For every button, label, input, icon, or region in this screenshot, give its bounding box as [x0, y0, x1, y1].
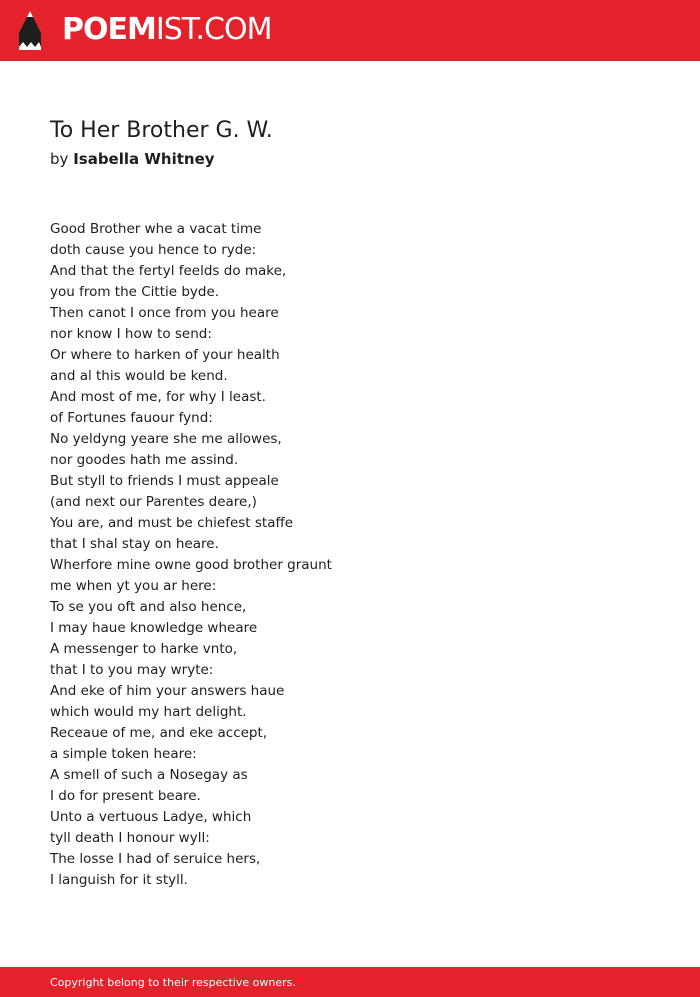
poem-line: that I shal stay on heare.: [50, 536, 219, 552]
byline-label: by: [50, 150, 69, 168]
poem-line: of Fortunes fauour fynd:: [50, 410, 213, 426]
poem-line: The losse I had of seruice hers,: [50, 851, 261, 867]
logo-light-part: IST.COM: [155, 12, 272, 47]
poem-line: which would my hart delight.: [50, 704, 247, 720]
poem-line: doth cause you hence to ryde:: [50, 242, 257, 258]
poem-line: Wherfore mine owne good brother graunt: [50, 557, 332, 573]
poem-line: and al this would be kend.: [50, 368, 228, 384]
pencil-icon[interactable]: [16, 9, 44, 51]
poem-line: I may haue knowledge wheare: [50, 620, 258, 636]
site-footer: [0, 967, 700, 997]
poem-line: nor know I how to send:: [50, 326, 212, 342]
poem-line: me when yt you ar here:: [50, 578, 217, 594]
poem-line: Receaue of me, and eke accept,: [50, 725, 268, 741]
poem-line: No yeldyng yeare she me allowes,: [50, 431, 282, 447]
poem-line: I do for present beare.: [50, 788, 201, 804]
poem-line: you from the Cittie byde.: [50, 284, 220, 300]
poem-line: You are, and must be chiefest staffe: [50, 515, 294, 531]
poem-line: And that the fertyl feelds do make,: [50, 263, 287, 279]
byline: [50, 148, 215, 170]
poem-line: that I to you may wryte:: [50, 662, 214, 678]
poem-line: Unto a vertuous Ladye, which: [50, 809, 252, 825]
poem-body: [50, 219, 332, 891]
poem-line: Or where to harken of your health: [50, 347, 280, 363]
poem-line: But styll to friends I must appeale: [50, 473, 279, 489]
poem-line: tyll death I honour wyll:: [50, 830, 210, 846]
poem-line: A smell of such a Nosegay as: [50, 767, 248, 783]
logo-bold-part: POEM: [62, 12, 156, 47]
poem-line: I languish for it styll.: [50, 872, 188, 888]
poem-line: To se you oft and also hence,: [50, 599, 247, 615]
copyright-text: Copyright belong to their respective owners.: [50, 976, 296, 989]
poem-line: Then canot I once from you heare: [50, 305, 279, 321]
poem-line: a simple token heare:: [50, 746, 197, 762]
site-logo[interactable]: [62, 12, 271, 48]
poem-line: Good Brother whe a vacat time: [50, 221, 262, 237]
poem-line: (and next our Parentes deare,): [50, 494, 257, 510]
author-name: Isabella Whitney: [73, 150, 215, 168]
poem-line: And eke of him your answers haue: [50, 683, 285, 699]
poem-line: And most of me, for why I least.: [50, 389, 266, 405]
poem-line: A messenger to harke vnto,: [50, 641, 238, 657]
poem-line: nor goodes hath me assind.: [50, 452, 239, 468]
site-header: [0, 0, 700, 61]
poem-title: To Her Brother G. W.: [50, 118, 273, 143]
